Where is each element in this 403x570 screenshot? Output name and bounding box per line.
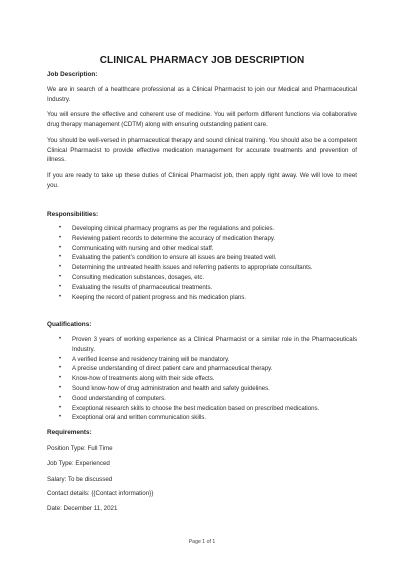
salary: Salary: To be discussed (47, 476, 113, 483)
list-item (47, 224, 357, 234)
position-type: Position Type: Full Time (47, 445, 113, 452)
page-footer: Page 1 of 1 (188, 539, 216, 545)
bullet-icon: • (59, 355, 62, 362)
bullet-icon: • (59, 336, 62, 342)
list-item (47, 384, 357, 394)
responsibilities-heading: Responsibilities: (47, 211, 99, 218)
list-item (47, 263, 357, 273)
bullet-icon: • (59, 293, 62, 300)
list-item-text: Exceptional research skills to choose the best medication based on prescribed medications. (72, 404, 320, 412)
list-item-text: A verified license and residency training will be mandatory. (72, 355, 230, 363)
list-item (47, 293, 357, 303)
list-item (47, 244, 357, 254)
bullet-icon: • (59, 414, 62, 421)
date: Date: December 11, 2021 (47, 505, 118, 512)
list-item-text: Sound know-how of drug administration and health and safety guidelines. (72, 384, 270, 392)
bullet-icon: • (59, 384, 62, 391)
list-item-text: Good understanding of computers. (72, 394, 166, 402)
list-item-text: Consulting medication substances, dosages, etc. (72, 273, 205, 281)
list-item (47, 374, 357, 384)
responsibilities-list (47, 224, 357, 302)
list-item-text: Determining the untreated health issues and referring patients to appropriate consultants. (72, 264, 313, 272)
list-item-text: Developing clinical pharmacy programs as per the regulations and policies. (72, 225, 275, 232)
job-description-paragraph: You should be well-versed in pharmaceutical therapy and sound clinical training. You should also be a competent Clinical Pharmacist to provide effective medication management for accurate treatments and prevention of illness. (47, 137, 357, 164)
bullet-icon: • (59, 244, 62, 251)
job-type: Job Type: Experienced (47, 460, 110, 467)
list-item-text: Proven 3 years of working experience as a Clinical Pharmacist or a similar role in the Pharmaceuticals Industry. (72, 336, 357, 353)
bullet-icon: • (59, 264, 62, 271)
list-item (47, 364, 357, 374)
bullet-icon: • (59, 273, 62, 280)
list-item (47, 253, 357, 263)
job-description-paragraph: We are in search of a healthcare professional as a Clinical Pharmacist to join our Medical and Pharmaceutical Industry. (47, 86, 357, 103)
job-description-paragraph: You will ensure the effective and coherent use of medicine. You will perform different functions via collaborative drug therapy management (CDTM) along with ensuring outstanding patient care. (47, 111, 357, 128)
list-item (47, 404, 357, 414)
list-item (47, 394, 357, 404)
bullet-icon: • (59, 283, 62, 290)
list-item-text: A precise understanding of direct patient care and pharmaceutical therapy. (72, 365, 273, 373)
qualifications-list (47, 335, 357, 423)
bullet-icon: • (59, 394, 62, 401)
contact-details: Contact details: {{Contact information}} (47, 490, 154, 497)
requirements-heading: Requirements: (47, 429, 92, 436)
bullet-icon: • (59, 254, 62, 261)
list-item (47, 283, 357, 293)
bullet-icon: • (59, 365, 62, 372)
bullet-icon: • (59, 225, 62, 231)
bullet-icon: • (59, 375, 62, 382)
list-item-text: Communicating with nursing and other medical staff. (72, 244, 214, 252)
bullet-icon: • (59, 234, 62, 241)
list-item (47, 355, 357, 365)
list-item-text: Evaluating the patient’s condition to ensure all issues are being treated well. (72, 254, 277, 262)
list-item-text: Know-how of treatments along with their side effects. (72, 375, 215, 383)
list-item-text: Reviewing patient records to determine the accuracy of medication therapy. (72, 234, 276, 242)
list-item (47, 413, 357, 423)
list-item-text: Keeping the record of patient progress and his medication plans. (72, 293, 247, 301)
qualifications-heading: Qualifications: (47, 321, 92, 328)
list-item (47, 335, 357, 355)
bullet-icon: • (59, 404, 62, 411)
job-description-heading: Job Description: (47, 71, 98, 78)
list-item (47, 234, 357, 244)
list-item-text: Evaluating the results of pharmaceutical treatments. (72, 283, 213, 291)
list-item (47, 273, 357, 283)
job-description-paragraph: If you are ready to take up these duties of Clinical Pharmacist job, then apply right away. We will love to meet you. (47, 172, 357, 189)
list-item-text: Exceptional oral and written communication skills. (72, 414, 207, 422)
document-title: CLINICAL PHARMACY JOB DESCRIPTION (99, 55, 305, 66)
